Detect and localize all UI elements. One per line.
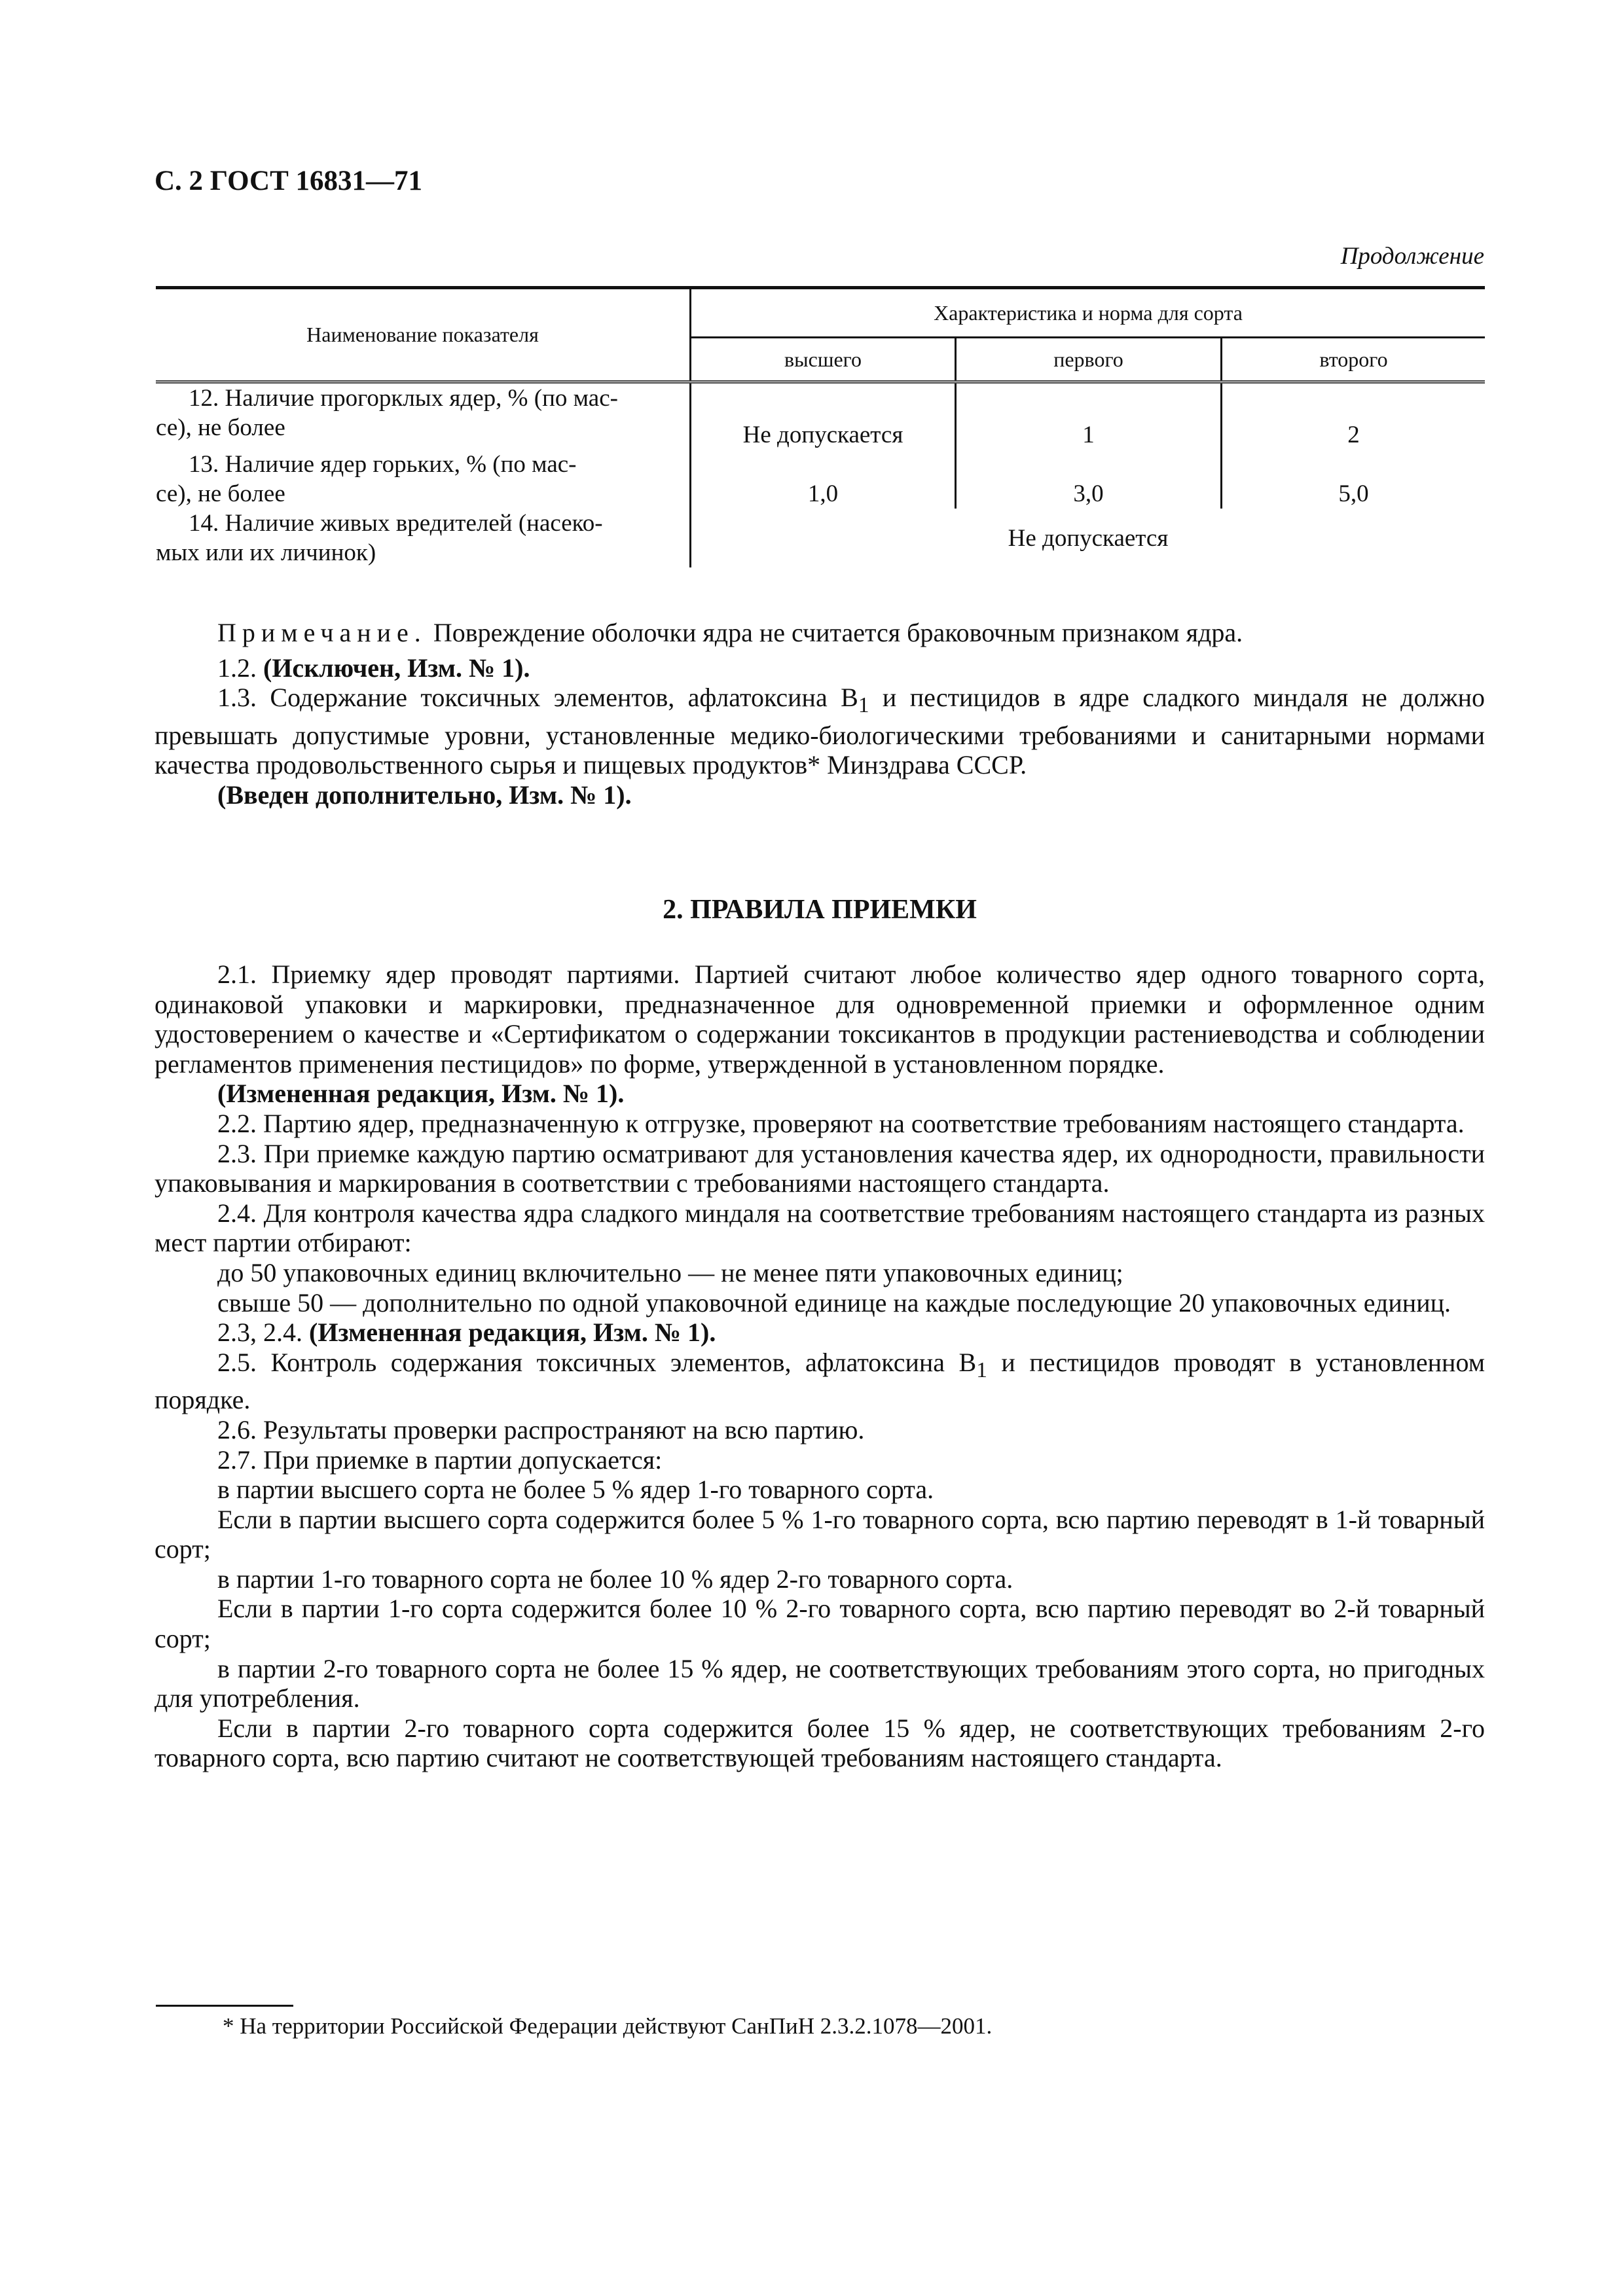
table-cell-value: Не допускается bbox=[742, 422, 903, 448]
clause-1-2: 1.2. (Исключен, Изм. № 1). bbox=[217, 653, 530, 683]
section-2-text bbox=[155, 960, 1485, 1773]
table-note: Примечание. Повреждение оболочки ядра не считается браковочным признаком ядра. bbox=[217, 618, 1243, 647]
clause-2-7-item: в партии 2-го товарного сорта не более 15 % ядер, не соответствующих требованиям этого сорта, но пригодных для употребления. bbox=[155, 1653, 1485, 1713]
table-header-row bbox=[156, 288, 1485, 338]
column-header-name: Наименование показателя bbox=[156, 288, 691, 382]
clause-2-4-item: свыше 50 — дополнительно по одной упаковочной единице на каждые последующие 20 упаковочных единиц. bbox=[217, 1287, 1451, 1318]
footnote-divider bbox=[156, 2005, 293, 2007]
column-header-grade: высшего bbox=[691, 338, 956, 382]
clause-2-7-item: в партии высшего сорта не более 5 % ядер 1-го товарного сорта. bbox=[217, 1475, 934, 1505]
table-cell-name: 14. Наличие живых вредителей (насеко- мых или их личинок) bbox=[156, 509, 691, 567]
amendment-note: 2.3, 2.4. (Измененная редакция, Изм. № 1). bbox=[217, 1318, 716, 1348]
table-cell-name: 13. Наличие ядер горьких, % (по мас- се), не более bbox=[156, 450, 691, 509]
table-cell-value: 1,0 bbox=[807, 480, 839, 507]
clause-2-4-item: до 50 упаковочных единиц включительно — не менее пяти упаковочных единиц; bbox=[217, 1257, 1123, 1287]
clause-2-6: 2.6. Результаты проверки распространяют на всю партию. bbox=[217, 1414, 865, 1444]
section-1-text bbox=[155, 618, 1485, 810]
clause-2-2: 2.2. Партию ядер, предназначенную к отгрузке, проверяют на соответствие требованиям настоящего стандарта. bbox=[217, 1108, 1465, 1138]
table-row bbox=[156, 450, 1485, 509]
clause-2-3: 2.3. При приемке каждую партию осматривают для установления качества ядер, их однородности, правильности упаковывания и маркирования в соответствии с требованиями настоящего стандарта. bbox=[155, 1138, 1485, 1198]
clause-1-3: 1.3. Содержание токсичных элементов, афлатоксина $В_1$ и пестицидов в ядре сладкого миндаля не должно превышать допустимые уровни, установленные медико-биологическими требованиями и санитарными нормами качества продовольственного сырья и пищевых продуктов* Минздрава СССР. bbox=[155, 683, 1485, 780]
clause-2-7: 2.7. При приемке в партии допускается: bbox=[217, 1444, 663, 1475]
table-cell-value: 2 bbox=[1347, 422, 1360, 448]
table-row bbox=[156, 382, 1485, 450]
table-cell-value: 3,0 bbox=[956, 450, 1222, 509]
column-header-grade: первого bbox=[956, 338, 1222, 382]
continuation-label: Продолжение bbox=[1340, 243, 1484, 270]
table-cell-value: Не допускается bbox=[1008, 524, 1169, 552]
table-cell-value: 1 bbox=[956, 382, 1222, 450]
page-header: С. 2 ГОСТ 16831—71 bbox=[155, 166, 423, 196]
column-header-grade: второго bbox=[1222, 338, 1486, 382]
clause-2-7-item: Если в партии 2-го товарного сорта содержится более 15 % ядер, не соответствующих требованиям 2-го товарного сорта, всю партию считают не соответствующей требованиям настоящего стандарта. bbox=[155, 1713, 1485, 1773]
clause-2-7-item: Если в партии 1-го сорта содержится более 10 % 2-го товарного сорта, всю партию переводят во 2-й товарный сорт; bbox=[155, 1594, 1485, 1654]
table-cell-value: 5,0 bbox=[1338, 480, 1369, 507]
amendment-note: (Введен дополнительно, Изм. № 1). bbox=[217, 780, 632, 810]
section-title: 2. ПРАВИЛА ПРИЕМКИ bbox=[663, 895, 977, 925]
footnote: * На территории Российской Федерации действуют СанПиН 2.3.2.1078—2001. bbox=[223, 2013, 993, 2039]
amendment-note: (Измененная редакция, Изм. № 1). bbox=[217, 1079, 625, 1109]
clause-2-7-item: в партии 1-го товарного сорта не более 10 % ядер 2-го товарного сорта. bbox=[217, 1564, 1013, 1594]
table-row bbox=[156, 509, 1485, 567]
clause-2-7-item: Если в партии высшего сорта содержится более 5 % 1-го товарного сорта, всю партию переводят в 1-й товарный сорт; bbox=[155, 1504, 1485, 1564]
clause-2-5: 2.5. Контроль содержания токсичных элементов, афлатоксина $В_1$ и пестицидов проводят в установленном порядке. bbox=[155, 1347, 1486, 1415]
clause-2-4: 2.4. Для контроля качества ядра сладкого миндаля на соответствие требованиям настоящего стандарта из разных мест партии отбирают: bbox=[155, 1198, 1485, 1258]
column-header-group: Характеристика и норма для сорта bbox=[691, 288, 1486, 338]
requirements-table bbox=[156, 286, 1485, 567]
clause-2-1: 2.1. Приемку ядер проводят партиями. Партией считают любое количество ядер одного товарного сорта, одинаковой упаковки и маркировки, предназначенное для одновременной приемки и оформленное одним удостоверением о качестве и «Сертификатом о содержании токсикантов в продукции растениеводства и соблюдении регламентов применения пестицидов» по форме, утвержденной в установленном порядке. bbox=[155, 960, 1485, 1079]
table-cell-name: 12. Наличие прогорклых ядер, % (по мас- се), не более bbox=[156, 382, 691, 450]
